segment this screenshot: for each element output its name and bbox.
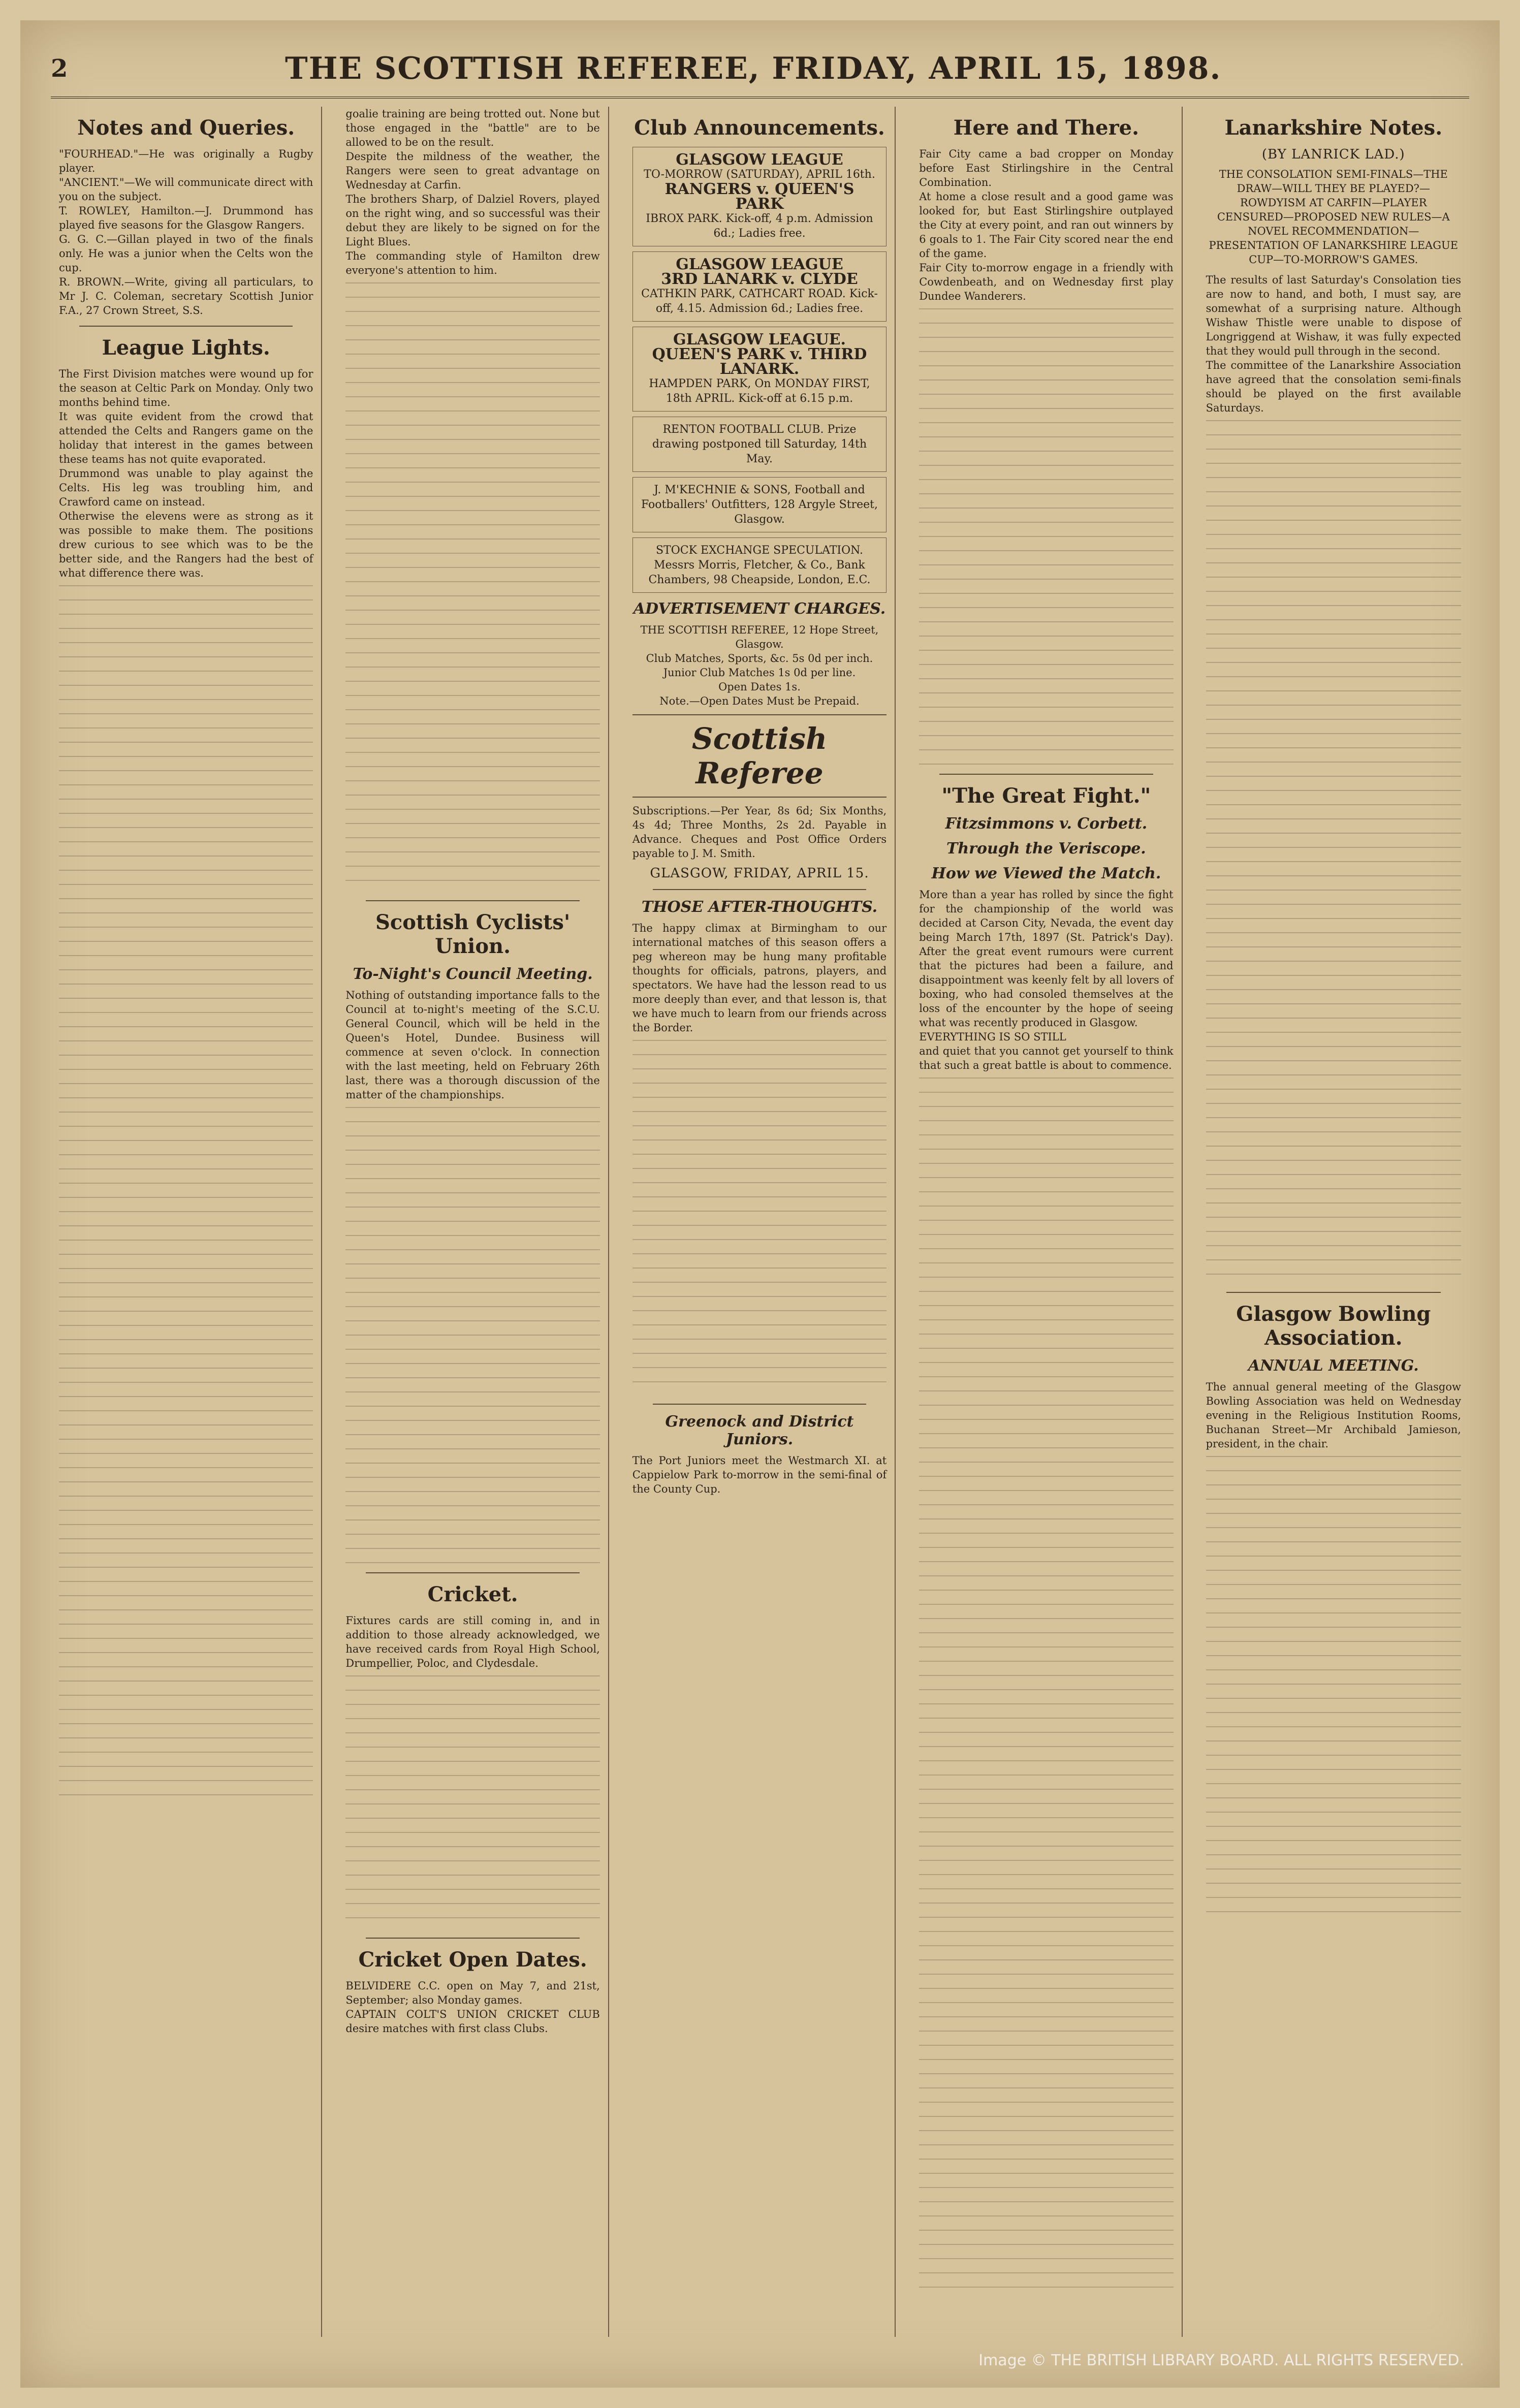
divider xyxy=(79,326,293,327)
page-number: 2 xyxy=(51,54,68,83)
notes-queries-text: "FOURHEAD."—He was originally a Rugby player. "ANCIENT."—We will communicate direct with you on the subject. T. ROWLEY, Hamilton.—J. Drummond has played five seasons for the Glasgow Rangers. G. G. C.—Gillan played in two of the finals only. He was a junior when the Celts won the cup. R. BROWN.—Write, giving all particulars, to Mr J. C. Coleman, secretary Scottish Junior F.A., 27 Crown Street, S.S. xyxy=(59,148,313,316)
cyclists-union-title: Scottish Cyclists' Union. xyxy=(375,910,571,958)
text-block-filler xyxy=(345,1107,599,1564)
great-fight-subtitle-2: Through the Veriscope. xyxy=(946,840,1146,858)
lanarkshire-notes-title: Lanarkshire Notes. xyxy=(1224,116,1443,140)
text-block-filler xyxy=(59,585,313,1804)
notice-teams: QUEEN'S PARK v. THIRD LANARK. xyxy=(652,345,867,378)
cricket-open-dates-title: Cricket Open Dates. xyxy=(358,1948,587,1972)
masthead: THE SCOTTISH REFEREE, FRIDAY, APRIL 15, 1898. xyxy=(285,51,1222,86)
notice-mkechnie: J. M'KECHNIE & SONS, Football and Footballers' Outfitters, 128 Argyle Street, Glasgow. xyxy=(632,477,886,532)
greenock-juniors-title: Greenock and District Juniors. xyxy=(665,1413,854,1448)
divider xyxy=(653,889,866,890)
notice-3rd-lanark-clyde xyxy=(632,251,886,322)
column-2 xyxy=(337,107,609,2337)
notice-renton: RENTON FOOTBALL CLUB. Prize drawing postponed till Saturday, 14th May. xyxy=(632,417,886,472)
divider xyxy=(366,900,579,901)
text-block-filler xyxy=(345,1675,599,1929)
advertisement-charges-title: ADVERTISEMENT CHARGES. xyxy=(633,600,886,618)
notes-queries-title: Notes and Queries. xyxy=(77,116,295,140)
here-and-there-text: Fair City came a bad cropper on Monday before East Stirlingshire in the Central Combination. At home a close result and a good game was looked for, but East Stirlingshire outplayed the City at every point, and ran out winners by 6 goals to 1. The Fair City scored near the end of the game. Fair City to-morrow engage in a friendly with Cowdenbeath, and on Wednesday first play Dundee Wanderers. xyxy=(919,148,1174,302)
greenock-juniors-text: The Port Juniors meet the Westmarch XI. at Cappielow Park to-morrow in the semi-final of the County Cup. xyxy=(632,1454,890,1495)
divider xyxy=(366,1572,579,1573)
great-fight-title: "The Great Fight." xyxy=(941,784,1151,808)
lanarkshire-text: The results of last Saturday's Consolation ties are now to hand, and both, I must say, are somewhat of a surprising nature. Although Wishaw Thistle were unable to dispose of Longriggend at Wishaw, it was fully expected that they would pull through in the second. The committee of the Lanarkshire Association have agreed that the consolation semi-finals should be played on the first available Saturdays. xyxy=(1206,274,1461,414)
page-header xyxy=(51,41,1469,99)
notice-teams: RANGERS v. QUEEN'S PARK xyxy=(664,180,854,213)
notice-subheading: TO-MORROW (SATURDAY), APRIL 16th. xyxy=(644,168,875,181)
newspaper-page xyxy=(20,20,1500,2388)
great-fight-subtitle-3: How we Viewed the Match. xyxy=(931,865,1161,882)
bowling-subtitle: ANNUAL MEETING. xyxy=(1248,1357,1419,1375)
league-lights-text: The First Division matches were wound up for the season at Celtic Park on Monday. Only two months behind time. It was quite evident from the crowd that attended the Celts and Rangers game on the holiday that interest in the games between these teams has not quite evaporated. Drummond was unable to play against the Celts. His leg was troubling him, and Crawford came on instead. Otherwise the elevens were as strong as it was possible to make them. The positions drew curious to see which was to be the better side, and the Rangers had the best of what difference there was. xyxy=(59,368,313,579)
bowling-text: The annual general meeting of the Glasgow Bowling Association was held on Wednesday evening in the Religious Institution Rooms, Buchanan Street—Mr Archibald Jamieson, president, in the chair. xyxy=(1206,1381,1465,1450)
text-block-filler xyxy=(919,1078,1173,2297)
lanarkshire-summary: THE CONSOLATION SEMI-FINALS—THE DRAW—WILL THEY BE PLAYED?—ROWDYISM AT CARFIN—PLAYER CENSURED—PROPOSED NEW RULES—A NOVEL RECOMMENDATION—PRESENTATION OF LANARKSHIRE LEAGUE CUP—TO-MORROW'S GAMES. xyxy=(1209,168,1462,266)
notice-heading: GLASGOW LEAGUE. xyxy=(673,331,846,348)
notice-teams: 3RD LANARK v. CLYDE xyxy=(661,270,858,288)
text-block-filler xyxy=(1206,1456,1461,1913)
column-2-lead-text: goalie training are being trotted out. None but those engaged in the "battle" are to be allowed to be on the result. Despite the mildness of the weather, the Rangers were seen to great advantage on Wednesday at Carfin. The brothers Sharp, of Dalziel Rovers, played on the right wing, and so successful was their debut they are likely to be signed on for the Light Blues. The commanding style of Hamilton drew everyone's attention to him. xyxy=(345,108,600,276)
notice-queens-park-third-lanark xyxy=(632,327,886,411)
cyclists-subtitle: To-Night's Council Meeting. xyxy=(353,965,593,983)
here-and-there-title: Here and There. xyxy=(953,116,1139,140)
scottish-referee-logo: Scottish Referee xyxy=(632,714,886,798)
club-announcements-title: Club Announcements. xyxy=(634,116,885,140)
divider xyxy=(366,1938,579,1939)
dateline: GLASGOW, FRIDAY, APRIL 15. xyxy=(650,866,869,881)
cricket-open-dates-text: BELVIDERE C.C. open on May 7, and 21st, September; also Monday games. CAPTAIN COLT'S UNION CRICKET CLUB desire matches with first class Clubs. xyxy=(345,1980,600,2035)
column-5 xyxy=(1198,107,1469,2337)
cricket-text: Fixtures cards are still coming in, and in addition to those already acknowledged, we have received cards from Royal High School, Drumpellier, Poloc, and Clydesdale. xyxy=(345,1614,604,1669)
divider xyxy=(939,774,1153,775)
text-block-filler xyxy=(632,1040,886,1396)
cricket-title: Cricket. xyxy=(427,1582,518,1606)
lanarkshire-byline: (BY LANRICK LAD.) xyxy=(1261,147,1405,162)
column-3 xyxy=(624,107,896,2337)
cyclists-text: Nothing of outstanding importance falls to the Council at to-night's meeting of the S.C.U. General Council, which will be held in the Queen's Hotel, Dundee. Business will commence at seven o'clock. In connection with the last meeting, held on February 26th last, there was a thorough discussion of the matter of the championships. xyxy=(345,989,604,1101)
text-block-filler xyxy=(1206,420,1461,1284)
advertisement-charges-text: THE SCOTTISH REFEREE, 12 Hope Street, Glasgow. Club Matches, Sports, &c. 5s 0d per inch. Junior Club Matches 1s 0d per line. Open Dates 1s. Note.—Open Dates Must be Prepaid. xyxy=(640,624,879,707)
columns xyxy=(51,107,1469,2337)
notice-heading: GLASGOW LEAGUE xyxy=(676,256,843,273)
great-fight-subtitle: Fitzsimmons v. Corbett. xyxy=(945,815,1148,833)
text-block-filler xyxy=(345,282,599,892)
divider xyxy=(1226,1292,1441,1293)
copyright-watermark: Image © THE BRITISH LIBRARY BOARD. ALL RIGHTS RESERVED. xyxy=(978,2352,1464,2369)
great-fight-text: More than a year has rolled by since the fight for the championship of the world was decided at Carson City, Nevada, the event day being March 17th, 1897 (St. Patrick's Day). After the great event rumours were current that the pictures had been a failure, and disappointment was keenly felt by all lovers of boxing, who had consoled themselves at the loss of the encounter by the hope of seeing what was recently produced in Glasgow. EVERYTHING IS SO STILL and quiet that you cannot get yourself to think that such a great battle is about to commence. xyxy=(919,889,1174,1071)
subscription-text: Subscriptions.—Per Year, 8s 6d; Six Months, 4s 4d; Three Months, 2s 2d. Payable in Advance. Cheques and Post Office Orders payable to J. M. Smith. xyxy=(632,805,890,860)
notice-stock-exchange: STOCK EXCHANGE SPECULATION. Messrs Morris, Fletcher, & Co., Bank Chambers, 98 Cheapside, London, E.C. xyxy=(632,537,886,593)
column-4 xyxy=(911,107,1182,2337)
notice-heading: GLASGOW LEAGUE xyxy=(676,151,843,169)
editorial-title: THOSE AFTER-THOUGHTS. xyxy=(641,898,878,916)
notice-rangers-queens-park xyxy=(632,147,886,246)
notice-details: CATHKIN PARK, CATHCART ROAD. Kick-off, 4.15. Admission 6d.; Ladies free. xyxy=(641,288,878,315)
league-lights-title: League Lights. xyxy=(102,336,270,360)
notice-details: HAMPDEN PARK, On MONDAY FIRST, 18th APRIL. Kick-off at 6.15 p.m. xyxy=(649,377,870,405)
notice-details: IBROX PARK. Kick-off, 4 p.m. Admission 6d.; Ladies free. xyxy=(646,212,873,240)
text-block-filler xyxy=(919,308,1173,766)
bowling-association-title: Glasgow Bowling Association. xyxy=(1236,1302,1431,1350)
column-1 xyxy=(51,107,322,2337)
divider xyxy=(653,1404,866,1405)
editorial-text: The happy climax at Birmingham to our international matches of this season offers a peg whereon may be hung many profitable thoughts for officials, patrons, players, and spectators. We have had the lesson read to us more deeply than ever, and that lesson is, that we have much to learn from our friends across the Border. xyxy=(632,922,890,1034)
